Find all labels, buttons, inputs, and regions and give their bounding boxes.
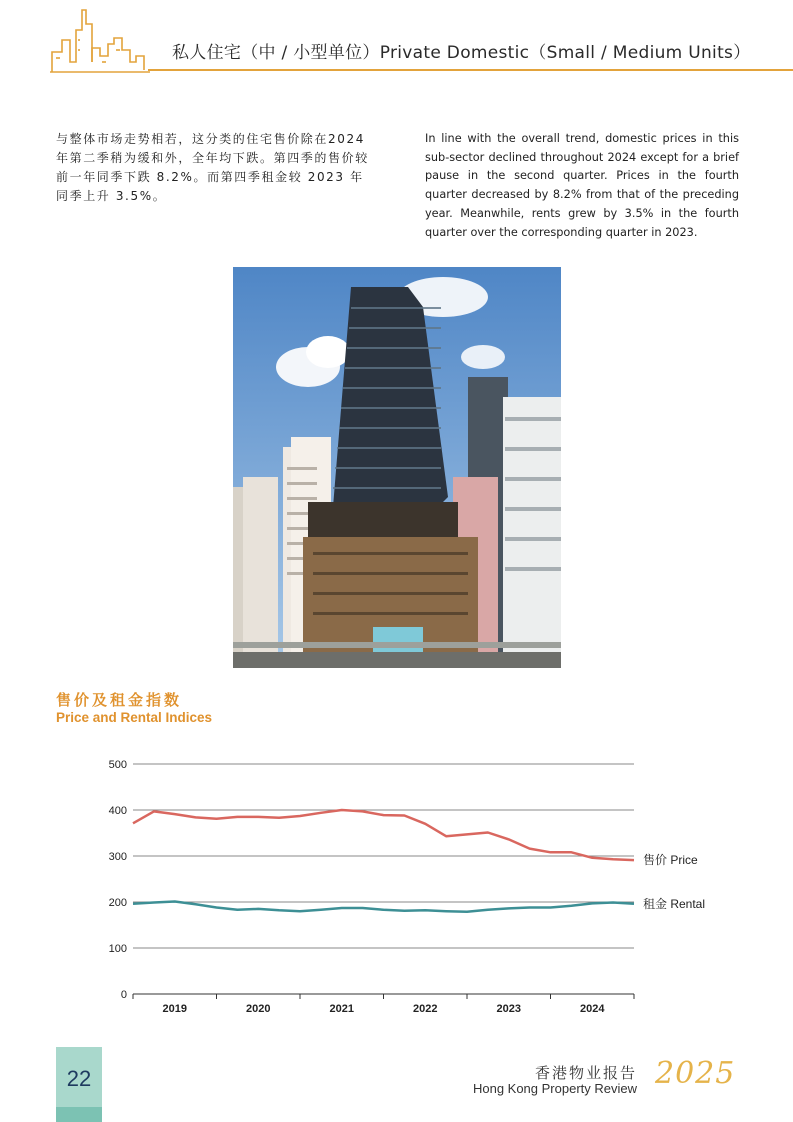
header-divider	[148, 69, 793, 71]
y-tick-label: 200	[108, 897, 127, 909]
x-tick-label: 2020	[246, 1003, 271, 1015]
footer-year: 2025	[655, 1056, 736, 1091]
page-number-box-accent	[56, 1107, 102, 1122]
series-label: 租金 Rental	[643, 896, 706, 911]
x-tick-label: 2023	[496, 1003, 521, 1015]
x-tick-label: 2024	[580, 1003, 605, 1015]
y-tick-label: 300	[108, 851, 127, 863]
x-tick-label: 2019	[162, 1003, 187, 1015]
chart-heading-chinese: 售价及租金指数	[56, 691, 183, 709]
paragraph-english: In line with the overall trend, domestic prices in this sub-sector declined throughout 2024 except for a brief pause in the second quarter. Prices in the fourth quarter decreased by 8.2% from that of the preceding year. Meanwhile, rents grew by 3.5% in the fourth quarter over the corresponding quarter in 2023.	[425, 132, 739, 239]
series-line	[133, 902, 634, 912]
paragraph-chinese: 与整体市场走势相若，这分类的住宅售价除在2024年第二季稍为缓和外，全年均下跌。第四季的售价较前一年同季下跌 8.2%。而第四季租金较 2023 年同季上升 3.5%。	[56, 132, 369, 203]
price-rental-chart	[0, 740, 793, 1030]
footer-title-chinese: 香港物业报告	[534, 1064, 637, 1082]
page-title: 私人住宅（中 / 小型单位）Private Domestic（Small / Medium Units）	[172, 43, 751, 63]
page-header	[0, 0, 793, 80]
x-tick-label: 2021	[329, 1003, 354, 1015]
building-photo	[233, 267, 561, 668]
y-tick-label: 100	[108, 943, 127, 955]
page-number: 22	[66, 1066, 92, 1091]
y-tick-label: 0	[120, 989, 127, 1001]
series-line	[133, 810, 634, 860]
series-label: 售价 Price	[643, 853, 698, 868]
y-tick-label: 400	[108, 805, 127, 817]
x-tick-label: 2022	[413, 1003, 438, 1015]
footer-title-english: Hong Kong Property Review	[472, 1081, 637, 1096]
skyline-logo-icon	[0, 0, 150, 80]
y-tick-label: 500	[108, 759, 127, 771]
chart-heading-english: Price and Rental Indices	[56, 710, 213, 725]
